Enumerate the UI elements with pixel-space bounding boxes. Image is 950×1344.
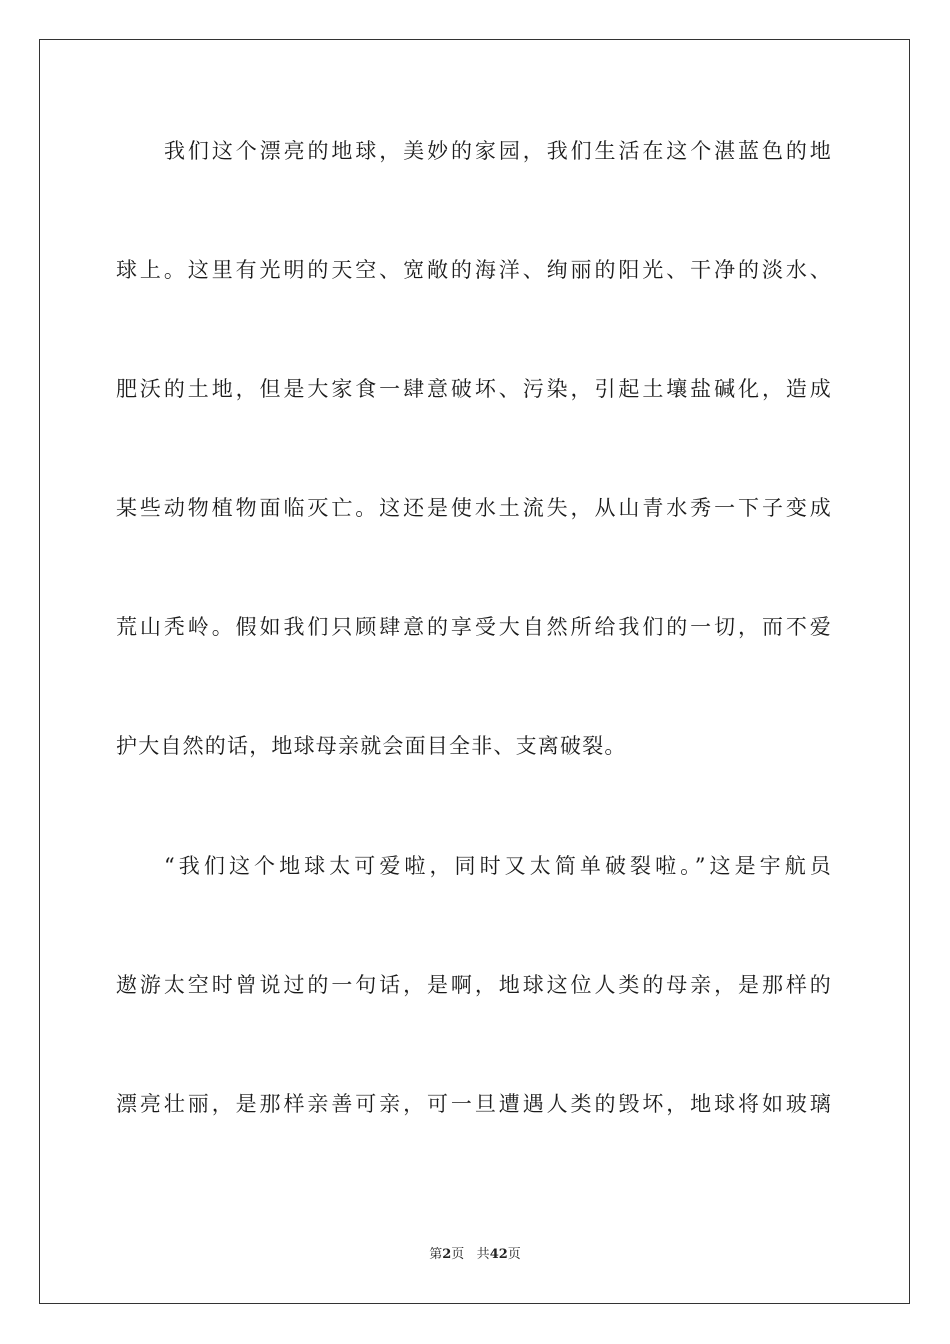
paragraph-1-line-6: 护大自然的话，地球母亲就会面目全非、支离破裂。 <box>116 734 627 758</box>
page-footer <box>0 1246 950 1264</box>
paragraph-2-line-3: 漂亮壮丽，是那样亲善可亲，可一旦遭遇人类的毁坏，地球将如玻璃 <box>116 1092 832 1116</box>
paragraph-1-line-1: 我们这个漂亮的地球，美妙的家园，我们生活在这个湛蓝色的地 <box>164 139 832 163</box>
footer-total-prefix: 共 <box>476 1247 490 1262</box>
paragraph-1-line-3: 肥沃的土地，但是大家食一肆意破坏、污染，引起土壤盐碱化，造成 <box>116 377 832 401</box>
footer-total-suffix: 页 <box>507 1247 521 1262</box>
footer-page-number: 2 <box>442 1247 452 1262</box>
paragraph-2-line-1: “我们这个地球太可爱啦，同时又太简单破裂啦。”这是宇航员 <box>164 854 832 878</box>
footer-page-prefix: 第 <box>429 1247 443 1262</box>
paragraph-2-line-2: 遨游太空时曾说过的一句话，是啊，地球这位人类的母亲，是那样的 <box>116 973 832 997</box>
footer-page-suffix: 页 <box>451 1247 465 1262</box>
paragraph-1-line-2: 球上。这里有光明的天空、宽敞的海洋、绚丽的阳光、干净的淡水、 <box>116 258 832 282</box>
paragraph-1-line-4: 某些动物植物面临灭亡。这还是使水土流失，从山青水秀一下子变成 <box>116 496 832 520</box>
paragraph-1-line-5: 荒山秃岭。假如我们只顾肆意的享受大自然所给我们的一切，而不爱 <box>116 615 832 639</box>
footer-total-pages: 42 <box>489 1247 508 1262</box>
footer-separator <box>464 1247 476 1262</box>
